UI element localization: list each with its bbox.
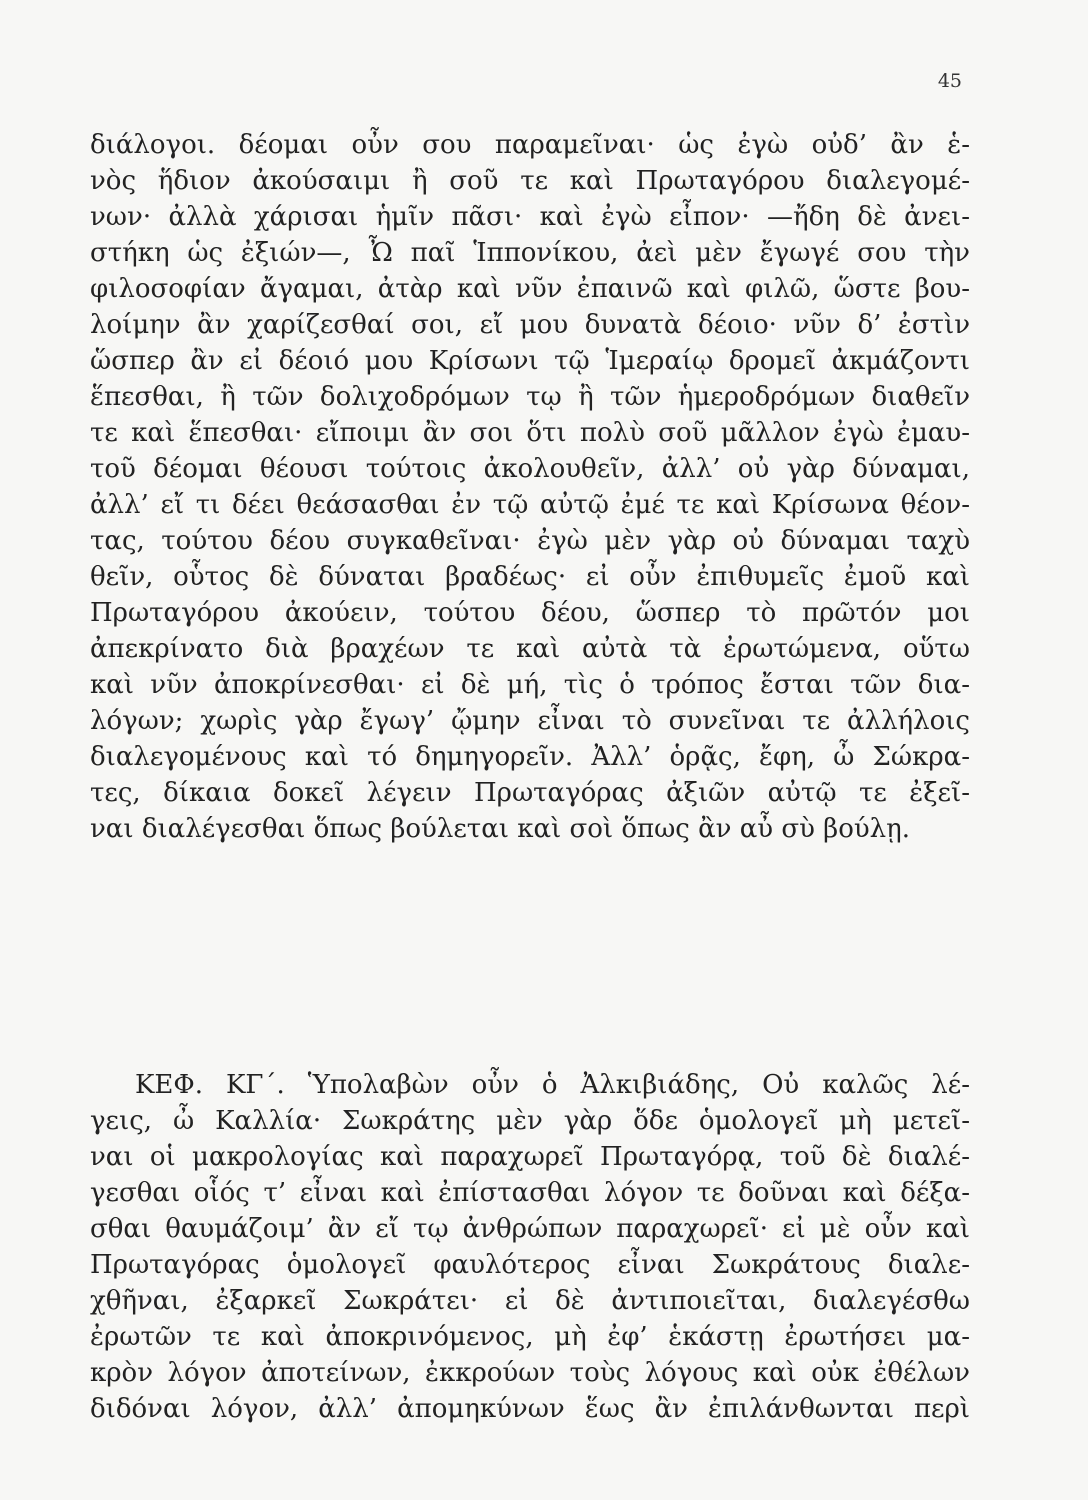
- text-line: διδόναι λόγον, ἀλλ’ ἀπομηκύνων ἕως ἂν ἐπιλάνθωνται περὶ: [90, 1394, 970, 1424]
- text-line: κρὸν λόγον ἀποτείνων, ἐκκρούων τοὺς λόγους καὶ οὐκ ἐθέλων: [90, 1358, 970, 1388]
- text-line: ἀπεκρίνατο διὰ βραχέων τε καὶ αὐτὰ τὰ ἐρωτώμενα, οὕτω: [90, 634, 970, 664]
- text-line: σθαι θαυμάζοιμ’ ἂν εἴ τῳ ἀνθρώπων παραχωρεῖ· εἰ μὲ οὖν καὶ: [90, 1214, 970, 1244]
- paragraph-1: [90, 127, 970, 847]
- paragraph-2: [90, 1067, 970, 1427]
- text-line: φιλοσοφίαν ἄγαμαι, ἀτὰρ καὶ νῦν ἐπαινῶ καὶ φιλῶ, ὥστε βου-: [90, 274, 970, 304]
- text-line: διάλογοι. δέομαι οὖν σου παραμεῖναι· ὡς ἐγὼ οὐδ’ ἂν ἑ-: [90, 130, 970, 160]
- text-line: στήκη ὡς ἐξιών—, Ὦ παῖ Ἱππονίκου, ἀεὶ μὲν ἔγωγέ σου τὴν: [90, 238, 970, 268]
- text-line: ὥσπερ ἂν εἰ δέοιό μου Κρίσωνι τῷ Ἱμεραίῳ δρομεῖ ἀκμάζοντι: [90, 346, 970, 376]
- text-line: Πρωταγόρας ὁμολογεῖ φαυλότερος εἶναι Σωκράτους διαλε-: [90, 1250, 970, 1280]
- text-line: ἀλλ’ εἴ τι δέει θεάσασθαι ἐν τῷ αὐτῷ ἐμέ τε καὶ Κρίσωνα θέον-: [90, 490, 970, 520]
- text-line: τοῦ δέομαι θέουσι τούτοις ἀκολουθεῖν, ἀλλ’ οὐ γὰρ δύναμαι,: [90, 454, 970, 484]
- text-line: τε καὶ ἕπεσθαι· εἴποιμι ἂν σοι ὅτι πολὺ σοῦ μᾶλλον ἐγὼ ἐμαυ-: [90, 418, 970, 448]
- text-line: λοίμην ἂν χαρίζεσθαί σοι, εἴ μου δυνατὰ δέοιο· νῦν δ’ ἐστὶν: [90, 310, 970, 340]
- text-line: καὶ νῦν ἀποκρίνεσθαι· εἰ δὲ μή, τὶς ὁ τρόπος ἔσται τῶν δια-: [90, 670, 970, 700]
- text-line: ναι οἱ μακρολογίας καὶ παραχωρεῖ Πρωταγόρᾳ, τοῦ δὲ διαλέ-: [90, 1142, 970, 1172]
- text-line: θεῖν, οὗτος δὲ δύναται βραδέως· εἰ οὖν ἐπιθυμεῖς ἐμοῦ καὶ: [90, 562, 970, 592]
- text-line: ἐρωτῶν τε καὶ ἀποκρινόμενος, μὴ ἐφ’ ἑκάστῃ ἐρωτήσει μα-: [90, 1322, 970, 1352]
- chapter-heading-line: ΚΕΦ. ΚΓ΄. Ὑπολαβὼν οὖν ὁ Ἀλκιβιάδης, Οὐ καλῶς λέ-: [135, 1070, 970, 1100]
- text-line: τες, δίκαια δοκεῖ λέγειν Πρωταγόρας ἀξιῶν αὐτῷ τε ἐξεῖ-: [90, 778, 970, 808]
- text-line: γεσθαι οἷός τ’ εἶναι καὶ ἐπίστασθαι λόγον τε δοῦναι καὶ δέξα-: [90, 1178, 970, 1208]
- text-line: νὸς ἥδιον ἀκούσαιμι ἢ σοῦ τε καὶ Πρωταγόρου διαλεγομέ-: [90, 166, 970, 196]
- text-line: ἕπεσθαι, ἢ τῶν δολιχοδρόμων τῳ ἢ τῶν ἡμεροδρόμων διαθεῖν: [90, 382, 970, 412]
- text-line: λόγων; χωρὶς γὰρ ἔγωγ’ ᾤμην εἶναι τὸ συνεῖναι τε ἀλλήλοις: [90, 706, 970, 736]
- text-line: νων· ἀλλὰ χάρισαι ἡμῖν πᾶσι· καὶ ἐγὼ εἶπον· —ἤδη δὲ ἀνει-: [90, 202, 970, 232]
- text-line: ναι διαλέγεσθαι ὅπως βούλεται καὶ σοὶ ὅπως ἂν αὖ σὺ βούλῃ.: [90, 814, 910, 844]
- text-line: τας, τούτου δέου συγκαθεῖναι· ἐγὼ μὲν γὰρ οὐ δύναμαι ταχὺ: [90, 526, 970, 556]
- text-line: Πρωταγόρου ἀκούειν, τούτου δέου, ὥσπερ τὸ πρῶτόν μοι: [90, 598, 970, 628]
- text-line: χθῆναι, ἐξαρκεῖ Σωκράτει· εἰ δὲ ἀντιποιεῖται, διαλεγέσθω: [90, 1286, 970, 1316]
- text-line: διαλεγομένους καὶ τό δημηγορεῖν. Ἀλλ’ ὁρᾷς, ἔφη, ὦ Σώκρα-: [90, 742, 970, 772]
- text-line: γεις, ὦ Καλλία· Σωκράτης μὲν γὰρ ὅδε ὁμολογεῖ μὴ μετεῖ-: [90, 1106, 970, 1136]
- page-number: 45: [937, 70, 962, 92]
